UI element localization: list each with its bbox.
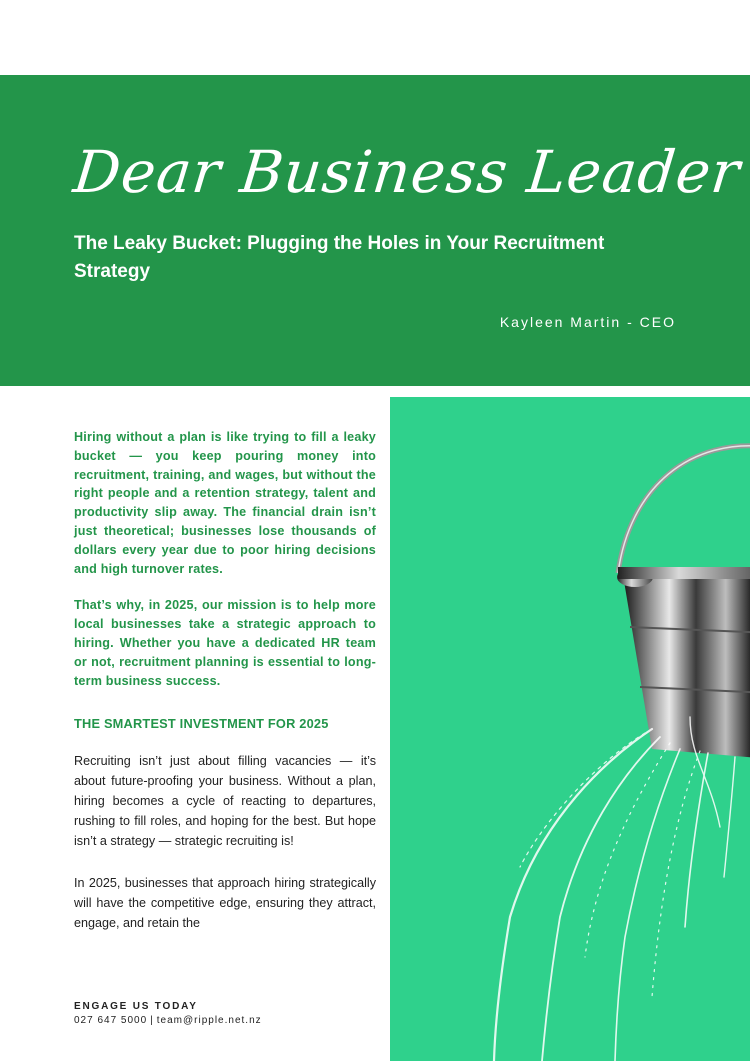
phone-number[interactable]: 027 647 5000 xyxy=(74,1015,148,1026)
contact-line xyxy=(74,1015,374,1026)
subtitle: The Leaky Bucket: Plugging the Holes in Your Recruitment Strategy xyxy=(74,233,605,282)
bucket-icon xyxy=(390,397,750,1061)
email-link[interactable]: team@ripple.net.nz xyxy=(156,1015,262,1026)
body-paragraph: Recruiting isn’t just about filling vacancies — it’s about future-proofing your business. Without a plan, hiring becomes a cycle of reacting to departures, rushing to fill roles, and hoping for the best. But hope isn’t a strategy — strategic recruiting is! xyxy=(74,754,376,849)
leaky-bucket-photo xyxy=(390,397,750,1061)
section-heading: THE SMARTEST INVESTMENT FOR 2025 xyxy=(74,716,329,732)
lead-paragraph: Hiring without a plan is like trying to fill a leaky bucket — you keep pouring money into recruitment, training, and wages, but without the right people and a retention strategy, talent and productivity slip away. The financial drain isn’t just theoretical; businesses lose thousands of dollars every year due to poor hiring decisions and high turnover rates. xyxy=(74,430,376,576)
footer-title: ENGAGE US TODAY xyxy=(74,1001,198,1012)
article-body xyxy=(74,428,376,955)
contact-separator: | xyxy=(150,1015,154,1026)
lead-paragraph: That’s why, in 2025, our mission is to help more local businesses take a strategic approach to hiring. Whether you have a dedicated HR team or not, recruitment planning is essential to long-term business success. xyxy=(74,598,376,688)
body-paragraph: In 2025, businesses that approach hiring strategically will have the competitive edge, ensuring they attract, engage, and retain the xyxy=(74,876,376,931)
script-title: Dear Business Leader xyxy=(70,138,744,206)
footer-contact-block xyxy=(74,1001,374,1026)
author-byline: Kayleen Martin - CEO xyxy=(499,314,676,330)
